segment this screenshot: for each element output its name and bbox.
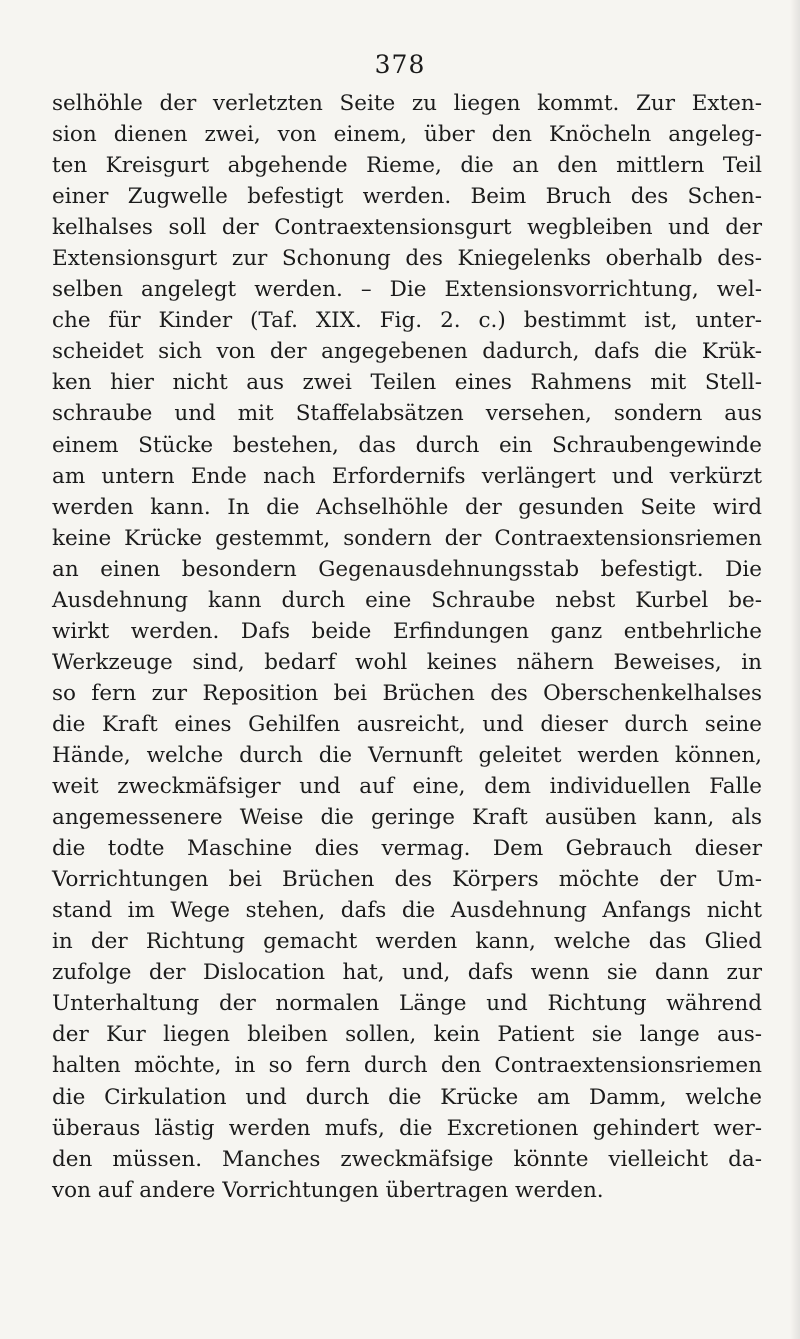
text-line-last: von auf andere Vorrichtungen übertragen werden. bbox=[52, 1177, 604, 1203]
text-line: am untern Ende nach Erfordernifs verlängert und verkürzt bbox=[52, 463, 762, 489]
text-line: Extensionsgurt zur Schonung des Kniegelenks oberhalb des- bbox=[52, 246, 762, 272]
page-number: 378 bbox=[374, 50, 426, 79]
text-line: einem Stücke bestehen, das durch ein Schraubengewinde bbox=[52, 432, 762, 458]
text-line: an einen besondern Gegenausdehnungsstab befestigt. Die bbox=[52, 556, 762, 582]
text-line: stand im Wege stehen, dafs die Ausdehnung Anfangs nicht bbox=[52, 898, 762, 924]
text-line: wirkt werden. Dafs beide Erfindungen ganz entbehrliche bbox=[52, 618, 762, 644]
text-line: scheidet sich von der angegebenen dadurch, dafs die Krük- bbox=[52, 339, 762, 365]
text-line: che für Kinder (Taf. XIX. Fig. 2. c.) bestimmt ist, unter- bbox=[52, 308, 762, 334]
text-line: die Cirkulation und durch die Krücke am Damm, welche bbox=[52, 1084, 762, 1110]
text-line: selben angelegt werden. – Die Extensionsvorrichtung, wel- bbox=[52, 277, 762, 303]
text-line: keine Krücke gestemmt, sondern der Contraextensionsriemen bbox=[52, 525, 762, 551]
text-line: weit zweckmäfsiger und auf eine, dem individuellen Falle bbox=[52, 774, 762, 800]
text-line: sion dienen zwei, von einem, über den Knöcheln angeleg- bbox=[52, 122, 762, 148]
body-text bbox=[52, 88, 762, 1206]
text-line: Hände, welche durch die Vernunft geleitet werden können, bbox=[52, 742, 762, 768]
text-line: Vorrichtungen bei Brüchen des Körpers möchte der Um- bbox=[52, 867, 762, 893]
text-line: einer Zugwelle befestigt werden. Beim Bruch des Schen- bbox=[52, 184, 762, 210]
text-line: überaus lästig werden mufs, die Excretionen gehindert wer- bbox=[52, 1115, 762, 1141]
text-line: zufolge der Dislocation hat, und, dafs wenn sie dann zur bbox=[52, 960, 762, 986]
text-line: selhöhle der verletzten Seite zu liegen kommt. Zur Exten- bbox=[52, 91, 762, 116]
text-line: Werkzeuge sind, bedarf wohl keines nähern Beweises, in bbox=[52, 649, 762, 675]
text-line: Unterhaltung der normalen Länge und Richtung während bbox=[52, 991, 762, 1017]
text-line: kelhalses soll der Contraextensionsgurt wegbleiben und der bbox=[52, 215, 762, 241]
text-line: den müssen. Manches zweckmäfsige könnte vielleicht da- bbox=[52, 1146, 762, 1172]
text-line: schraube und mit Staffelabsätzen versehen, sondern aus bbox=[52, 401, 762, 427]
text-line: die Kraft eines Gehilfen ausreicht, und dieser durch seine bbox=[52, 711, 762, 737]
text-line: der Kur liegen bleiben sollen, kein Patient sie lange aus- bbox=[52, 1022, 762, 1048]
text-line: angemessenere Weise die geringe Kraft ausüben kann, als bbox=[52, 805, 762, 831]
page-edge-shadow bbox=[790, 0, 800, 1339]
text-line: ken hier nicht aus zwei Teilen eines Rahmens mit Stell- bbox=[52, 370, 762, 396]
text-line: werden kann. In die Achselhöhle der gesunden Seite wird bbox=[52, 494, 762, 520]
text-line: Ausdehnung kann durch eine Schraube nebst Kurbel be- bbox=[52, 587, 762, 613]
text-line: die todte Maschine dies vermag. Dem Gebrauch dieser bbox=[52, 836, 762, 862]
text-line: ten Kreisgurt abgehende Rieme, die an den mittlern Teil bbox=[52, 153, 762, 179]
text-line: so fern zur Reposition bei Brüchen des Oberschenkelhalses bbox=[52, 680, 762, 706]
text-line: in der Richtung gemacht werden kann, welche das Glied bbox=[52, 929, 762, 955]
text-line: halten möchte, in so fern durch den Contraextensionsriemen bbox=[52, 1053, 762, 1079]
